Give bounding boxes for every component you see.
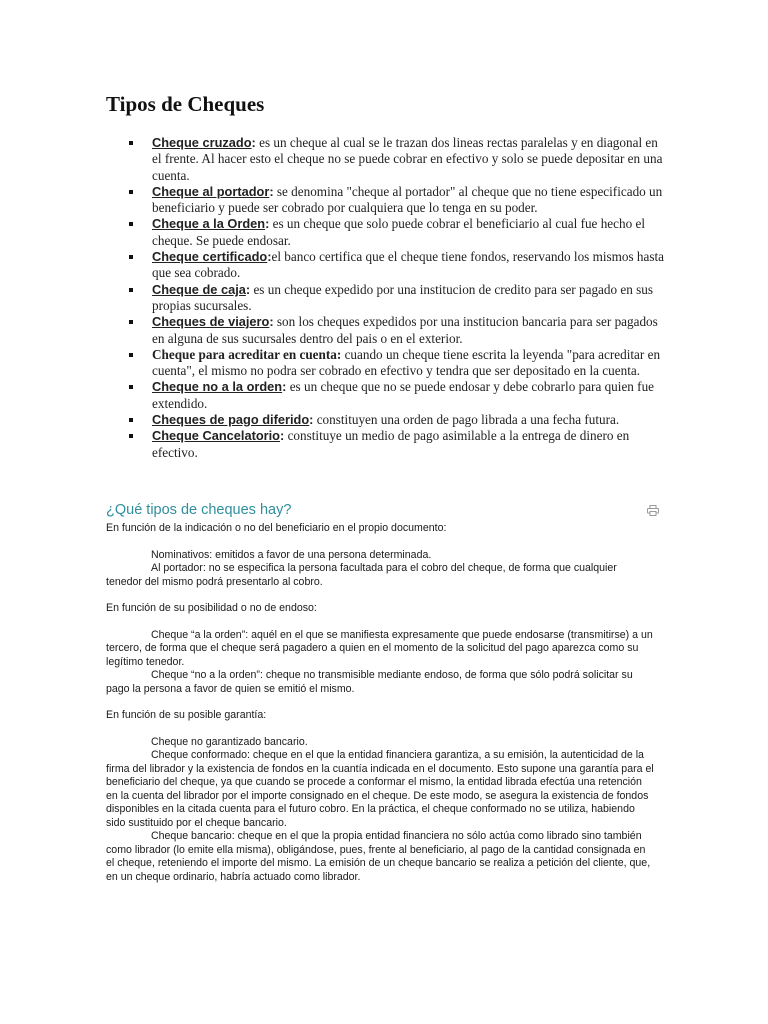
definition: el banco certifica que el cheque tiene fondos, reservando los mismos hasta que sea cobrado. xyxy=(152,249,665,281)
definition: constituyen una orden de pago librada a una fecha futura. xyxy=(313,412,620,428)
term: Cheques de pago diferido xyxy=(152,412,310,428)
definition: es un cheque que solo puede cobrar el beneficiario al cual fue hecho el cheque. Se puede endosar. xyxy=(152,216,646,248)
definition: es un cheque que no se puede endosar y debe cobrarlo para quien fue extendido. xyxy=(152,379,655,411)
definition: se denomina "cheque al portador" al cheque que no tiene especificado un beneficiario y puede ser cobrado por cualquiera que lo tenga en su poder. xyxy=(152,183,663,216)
list-item: Cheque no a la orden: es un cheque que no se puede endosar y debe cobrarlo para quien fue extendido. xyxy=(127,379,665,412)
term: Cheques de viajero xyxy=(152,314,270,330)
term: Cheque no a la orden xyxy=(152,379,283,395)
definition: es un cheque al cual se le trazan dos lineas rectas paralelas y en diagonal en el frente. Al hacer esto el cheque no se puede cobrar en efectivo y solo se puede depositar en una cuenta. xyxy=(152,135,663,183)
term: Cheque Cancelatorio xyxy=(152,428,280,444)
list-item: Cheque de caja: es un cheque expedido por una institucion de credito para ser pagado en sus propias sucursales. xyxy=(127,282,665,315)
term: Cheque para acreditar en cuenta xyxy=(152,346,337,362)
paragraph: Cheque “no a la orden”: cheque no transmisible mediante endoso, de forma que sólo podrá solicitar su pago la persona a favor de quien se emitió el mismo. xyxy=(106,669,633,695)
paragraph: Cheque “a la orden”: aquél en el que se manifiesta expresamente que puede endosarse (transmitirse) a un tercero, de forma que el cheque será pagadero a quien en el momento de la solicitud del pago aparezca como su legítimo tenedor. xyxy=(106,628,653,668)
paragraph: Cheque no garantizado bancario. xyxy=(151,735,308,748)
section-intro: En función de su posibilidad o no de endoso: xyxy=(106,602,317,614)
page-title: Tipos de Cheques xyxy=(106,92,265,116)
section-intro: En función de su posible garantía: xyxy=(106,709,267,721)
list-item: Cheque certificado:el banco certifica que el cheque tiene fondos, reservando los mismos hasta que sea cobrado. xyxy=(127,249,665,282)
term: Cheque certificado xyxy=(152,249,268,265)
list-item: Cheque cruzado: es un cheque al cual se le trazan dos lineas rectas paralelas y en diagonal en el frente. Al hacer esto el cheque no se puede cobrar en efectivo y solo se puede depositar en una cuenta. xyxy=(127,135,665,184)
list-item: Cheque al portador: se denomina "cheque al portador" al cheque que no tiene especificado un beneficiario y puede ser cobrado por cualquiera que lo tenga en su poder. xyxy=(127,184,665,217)
paragraph: Cheque bancario: cheque en el que la propia entidad financiera no sólo actúa como librado sino también como librador (lo emite ella misma), obligándose, pues, frente al beneficiario, al pago de la cantidad consignada en el cheque, reteniendo el importe del mismo. La emisión de un cheque bancario se realiza a petición del cliente, que, en un cheque ordinario, habría actuado como librador. xyxy=(106,830,651,883)
term: Cheque al portador xyxy=(152,183,270,199)
section-intro: En función de la indicación o no del beneficiario en el propio documento: xyxy=(106,522,447,534)
list-item: Cheque para acreditar en cuenta: cuando un cheque tiene escrita la leyenda "para acreditar en cuenta", el mismo no podra ser cobrado en efectivo y tendra que ser depositado en la cuenta. xyxy=(127,347,665,380)
list-item: Cheque a la Orden: es un cheque que solo puede cobrar el beneficiario al cual fue hecho el cheque. Se puede endosar. xyxy=(127,216,665,249)
list-item: Cheques de pago diferido: constituyen una orden de pago librada a una fecha futura. xyxy=(127,412,665,428)
term: Cheque a la Orden xyxy=(152,216,266,232)
definition: son los cheques expedidos por una institucion bancaria para ser pagados en alguna de sus sucursales dentro del pais o en el exterior. xyxy=(152,314,658,346)
faq-body xyxy=(106,522,654,884)
definition: constituye un medio de pago asimilable a la entrega de dinero en efectivo. xyxy=(152,428,630,460)
definition: cuando un cheque tiene escrita la leyenda "para acreditar en cuenta", el mismo no podra ser cobrado en efectivo y tendra que ser depositado en la cuenta. xyxy=(152,346,661,379)
term: Cheque de caja xyxy=(152,281,246,297)
printer-icon[interactable] xyxy=(647,503,659,514)
faq-heading: ¿Qué tipos de cheques hay? xyxy=(106,502,292,518)
list-item: Cheque Cancelatorio: constituye un medio de pago asimilable a la entrega de dinero en efectivo. xyxy=(127,428,665,461)
cheque-types-list xyxy=(127,135,665,461)
definition: es un cheque expedido por una institucion de credito para ser pagado en sus propias sucursales. xyxy=(152,281,653,313)
paragraph: Nominativos: emitidos a favor de una persona determinada. xyxy=(151,548,432,561)
list-item: Cheques de viajero: son los cheques expedidos por una institucion bancaria para ser pagados en alguna de sus sucursales dentro del pais o en el exterior. xyxy=(127,314,665,347)
paragraph: Al portador: no se especifica la persona facultada para el cobro del cheque, de forma que cualquier tenedor del mismo podrá presentarlo al cobro. xyxy=(106,562,617,588)
term: Cheque cruzado xyxy=(152,135,252,150)
paragraph: Cheque conformado: cheque en el que la entidad financiera garantiza, a su emisión, la autenticidad de la firma del librador y la existencia de fondos en la cuantía indicada en el documento. Esto supone una garantía para el beneficiario del cheque, ya que cuando se procede a conformar el mismo, la entidad librada efectúa una retención en la cuenta del librador por el importe consignado en el cheque. De este modo, se asegura la existencia de fondos disponibles en la citada cuenta para el futuro cobro. En la práctica, el cheque conformado no se utiliza, habiendo sido sustituido por el cheque bancario. xyxy=(106,749,654,829)
